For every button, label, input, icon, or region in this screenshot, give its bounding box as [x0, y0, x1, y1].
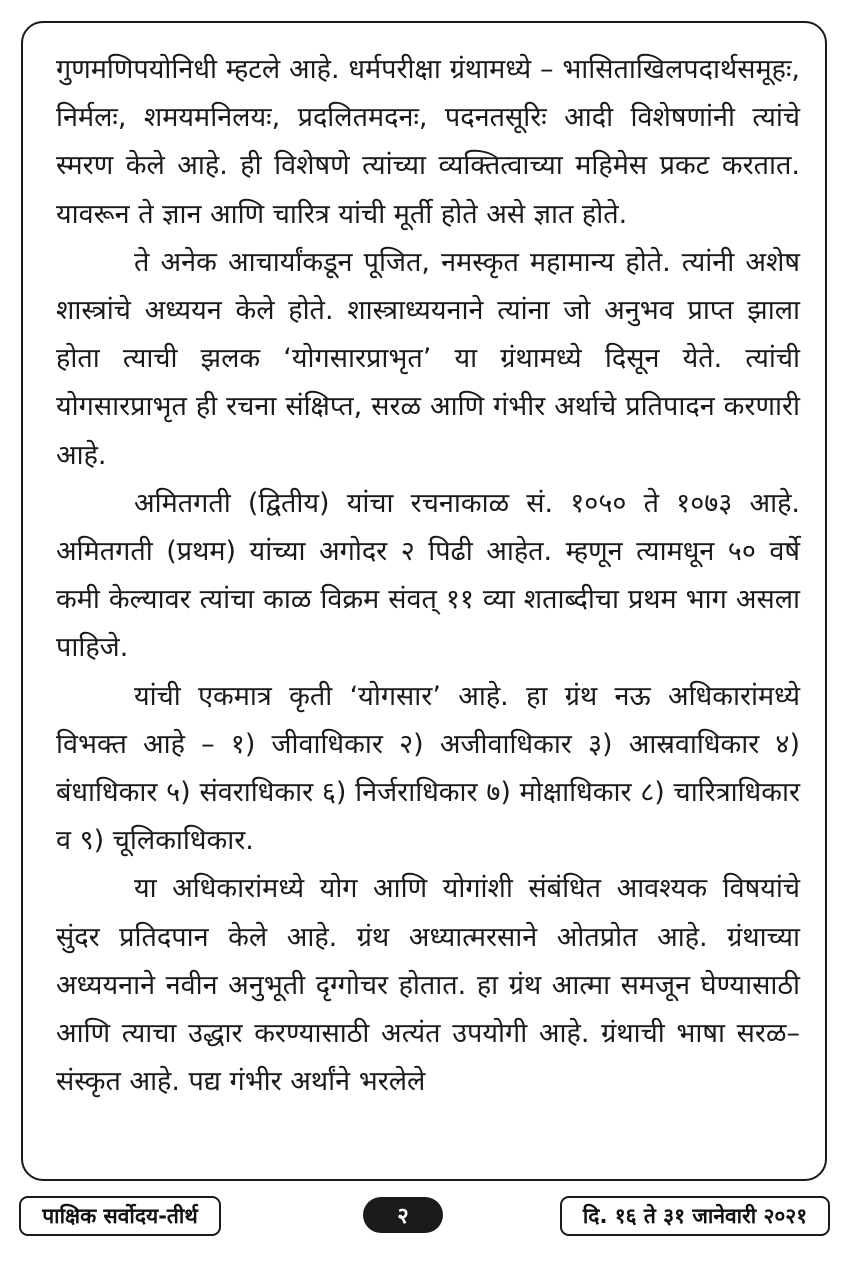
paragraph-1: गुणमणिपयोनिधी म्हटले आहे. धर्मपरीक्षा ग्रंथामध्ये – भासिताखिलपदार्थसमूहः, निर्मलः, शमयमनिलयः, प्रदलितमदनः, पदनतसूरिः आदी विशेषणांनी त्यांचे स्मरण केले आहे. ही विशेषणे त्यांच्या व्यक्तित्वाच्या महिमेस प्रकट करतात. यावरून ते ज्ञान आणि चारित्र यांची मूर्ती होते असे ज्ञात होते.: [56, 54, 800, 230]
article-body: [56, 46, 800, 1106]
page-footer: [0, 1196, 850, 1246]
paragraph-5: या अधिकारांमध्ये योग आणि योगांशी संबंधित आवश्यक विषयांचे सुंदर प्रतिदपान केले आहे. ग्रंथ अध्यात्मरसाने ओतप्रोत आहे. ग्रंथाच्या अध्ययनाने नवीन अनुभूती दृग्गोचर होतात. हा ग्रंथ आत्मा समजून घेण्यासाठी आणि त्याचा उद्धार करण्यासाठी अत्यंत उपयोगी आहे. ग्रंथाची भाषा सरळ–संस्कृत आहे. पद्य गंभीर अर्थांने भरलेले: [56, 873, 800, 1098]
paragraph-3: अमितगती (द्वितीय) यांचा रचनाकाळ सं. १०५० ते १०७३ आहे. अमितगती (प्रथम) यांच्या अगोदर २ पिढी आहेत. म्हणून त्यामधून ५० वर्षे कमी केल्यावर त्यांचा काळ विक्रम संवत् ११ व्या शताब्दीचा प्रथम भाग असला पाहिजे.: [56, 487, 800, 664]
paragraph-4: यांची एकमात्र कृती ‘योगसार’ आहे. हा ग्रंथ नऊ अधिकारांमध्ये विभक्त आहे – १) जीवाधिकार २) अजीवाधिकार ३) आस्रवाधिकार ४) बंधाधिकार ५) संवराधिकार ६) निर्जराधिकार ७) मोक्षाधिकार ८) चारित्राधिकार व ९) चूलिकाधिकार.: [56, 680, 800, 857]
page-number: २: [363, 1197, 443, 1233]
paragraph-2: ते अनेक आचार्यांकडून पूजित, नमस्कृत महामान्य होते. त्यांनी अशेष शास्त्रांचे अध्ययन केले होते. शास्त्राध्ययनाने त्यांना जो अनुभव प्राप्त झाला होता त्याची झलक ‘योगसारप्राभृत’ या ग्रंथामध्ये दिसून येते. त्यांची योगसारप्राभृत ही रचना संक्षिप्त, सरळ आणि गंभीर अर्थाचे प्रतिपादन करणारी आहे.: [56, 246, 800, 471]
issue-date: दि. १६ ते ३१ जानेवारी २०२१: [560, 1196, 830, 1236]
publication-name: पाक्षिक सर्वोदय-तीर्थ: [19, 1196, 221, 1236]
